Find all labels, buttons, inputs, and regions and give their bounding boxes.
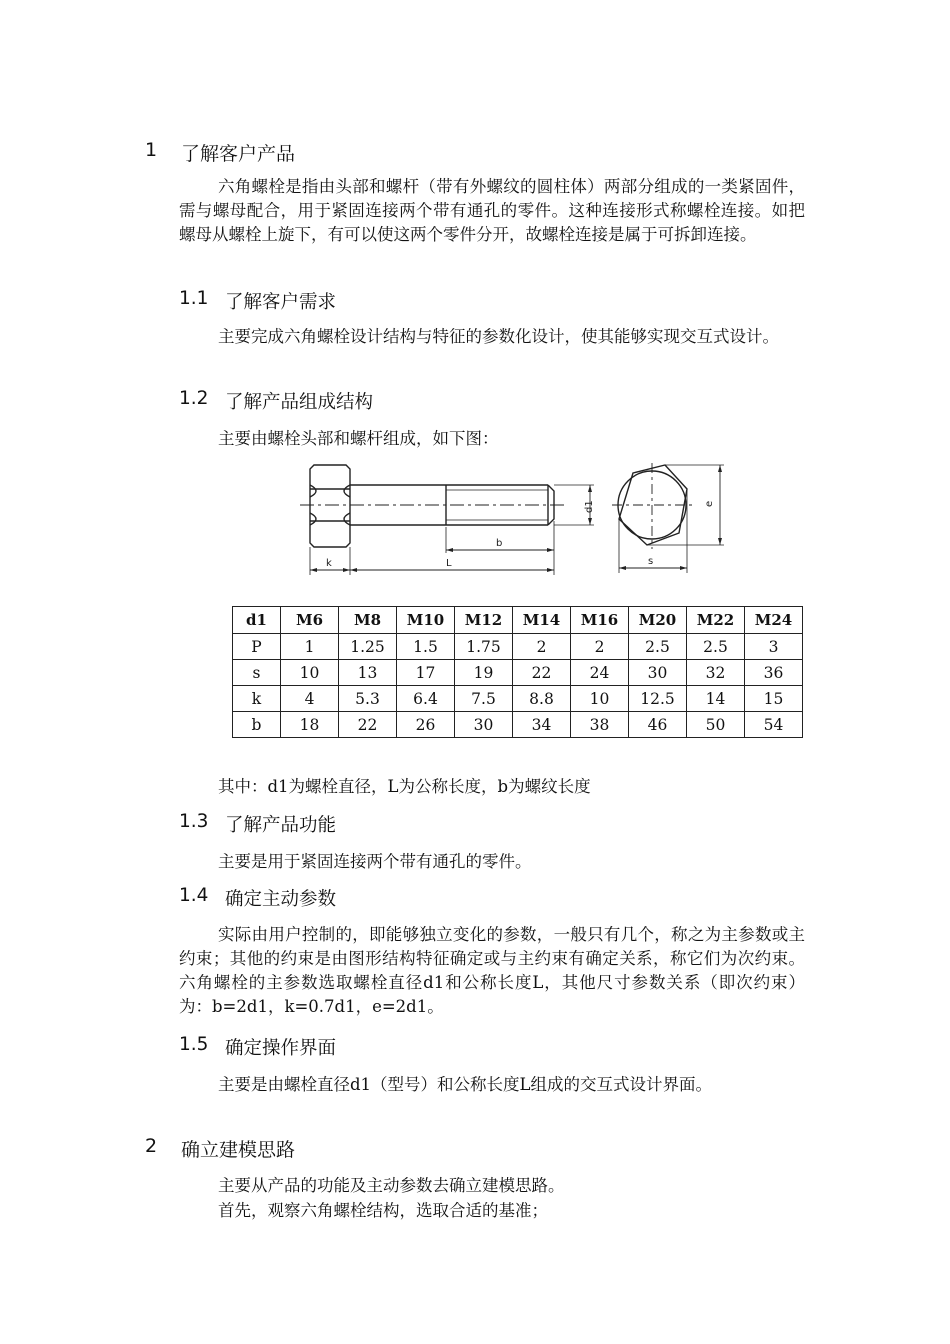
bolt-drawing (300, 455, 730, 583)
table-row (233, 660, 803, 686)
heading-number: 1.3 (179, 811, 209, 832)
table-row (233, 686, 803, 712)
paragraph-requirements: 主要完成六角螺栓设计结构与特征的参数化设计，使其能够实现交互式设计。 (218, 327, 779, 346)
table-cell: 18 (281, 712, 339, 738)
heading-number: 1.4 (179, 885, 209, 906)
table-cell: s (233, 660, 281, 686)
heading-title: 了解客户产品 (181, 143, 296, 165)
table-cell: M10 (397, 607, 455, 634)
table-cell: 14 (687, 686, 745, 712)
heading-number: 1.2 (179, 388, 209, 409)
heading-title: 了解产品功能 (225, 815, 337, 836)
heading-number: 2 (145, 1135, 158, 1157)
table-cell: 3 (745, 634, 803, 660)
table-cell: 10 (281, 660, 339, 686)
table-cell: 30 (629, 660, 687, 686)
modeling-line-2: 首先，观察六角螺栓结构，选取合适的基准； (218, 1201, 548, 1220)
table-cell: 22 (339, 712, 397, 738)
table-cell: M12 (455, 607, 513, 634)
table-cell: 46 (629, 712, 687, 738)
paragraph-parameters: 实际由用户控制的，即能够独立变化的参数，一般只有几个，称之为主参数或主约束；其他的约束是由图形结构特征确定或与主约束有确定关系，称它们为次约束。六角螺栓的主参数选取螺栓直径d1和公称长度L，其他尺寸参数关系（即次约束）为：b=2d1，k=0.7d1，e=2d1。 (179, 925, 805, 1016)
label-e: e (704, 500, 715, 507)
table-cell: M22 (687, 607, 745, 634)
structure-note: 其中：d1为螺栓直径，L为公称长度，b为螺纹长度 (218, 777, 591, 796)
label-s: s (648, 556, 654, 567)
table-cell: 30 (455, 712, 513, 738)
table-cell: 24 (571, 660, 629, 686)
table-cell: 4 (281, 686, 339, 712)
table-cell: 32 (687, 660, 745, 686)
paragraph-interface: 主要是由螺栓直径d1（型号）和公称长度L组成的交互式设计界面。 (218, 1075, 713, 1094)
heading-number: 1 (145, 139, 158, 161)
table-cell: M20 (629, 607, 687, 634)
heading-title: 确定主动参数 (225, 889, 337, 910)
table-cell: P (233, 634, 281, 660)
label-d1: d1 (584, 500, 595, 513)
table-cell: 2 (513, 634, 571, 660)
heading-title: 确定操作界面 (225, 1038, 337, 1059)
heading-number: 1.5 (179, 1034, 209, 1055)
table-cell: 26 (397, 712, 455, 738)
table-cell: 2 (571, 634, 629, 660)
heading-number: 1.1 (179, 288, 209, 309)
table-cell: M8 (339, 607, 397, 634)
label-L: L (446, 558, 452, 569)
paragraph-function: 主要是用于紧固连接两个带有通孔的零件。 (218, 852, 532, 871)
table-row (233, 634, 803, 660)
table-cell: 17 (397, 660, 455, 686)
table-cell: 34 (513, 712, 571, 738)
table-cell: 8.8 (513, 686, 571, 712)
table-cell: 1.5 (397, 634, 455, 660)
bolt-spec-table (232, 606, 803, 738)
table-cell: b (233, 712, 281, 738)
table-cell: M16 (571, 607, 629, 634)
heading-title: 了解产品组成结构 (225, 392, 374, 413)
table-cell: 6.4 (397, 686, 455, 712)
table-cell: 50 (687, 712, 745, 738)
label-b: b (496, 538, 503, 549)
table-cell: 5.3 (339, 686, 397, 712)
table-cell: 19 (455, 660, 513, 686)
label-k: k (326, 558, 332, 569)
table-cell: 36 (745, 660, 803, 686)
table-cell: 22 (513, 660, 571, 686)
table-cell: 54 (745, 712, 803, 738)
table-cell: 13 (339, 660, 397, 686)
table-cell: 15 (745, 686, 803, 712)
table-cell: M24 (745, 607, 803, 634)
table-cell: 2.5 (629, 634, 687, 660)
heading-title: 确立建模思路 (181, 1139, 296, 1161)
table-cell: M14 (513, 607, 571, 634)
table-cell: 2.5 (687, 634, 745, 660)
table-header-row (233, 607, 803, 634)
table-cell: 10 (571, 686, 629, 712)
table-cell: 12.5 (629, 686, 687, 712)
table-cell: 1 (281, 634, 339, 660)
table-cell: 1.25 (339, 634, 397, 660)
table-row (233, 712, 803, 738)
structure-intro: 主要由螺栓头部和螺杆组成，如下图： (218, 429, 499, 448)
table-cell: k (233, 686, 281, 712)
table-cell: M6 (281, 607, 339, 634)
paragraph-bolt-definition: 六角螺栓是指由头部和螺杆（带有外螺纹的圆柱体）两部分组成的一类紧固件，需与螺母配合，用于紧固连接两个带有通孔的零件。这种连接形式称螺栓连接。如把螺母从螺栓上旋下，有可以使这两个零件分开，故螺栓连接是属于可拆卸连接。 (179, 177, 805, 244)
table-cell: 1.75 (455, 634, 513, 660)
table-cell: 7.5 (455, 686, 513, 712)
table-cell: d1 (233, 607, 281, 634)
heading-title: 了解客户需求 (225, 292, 337, 313)
table-cell: 38 (571, 712, 629, 738)
modeling-line-1: 主要从产品的功能及主动参数去确立建模思路。 (218, 1176, 565, 1195)
